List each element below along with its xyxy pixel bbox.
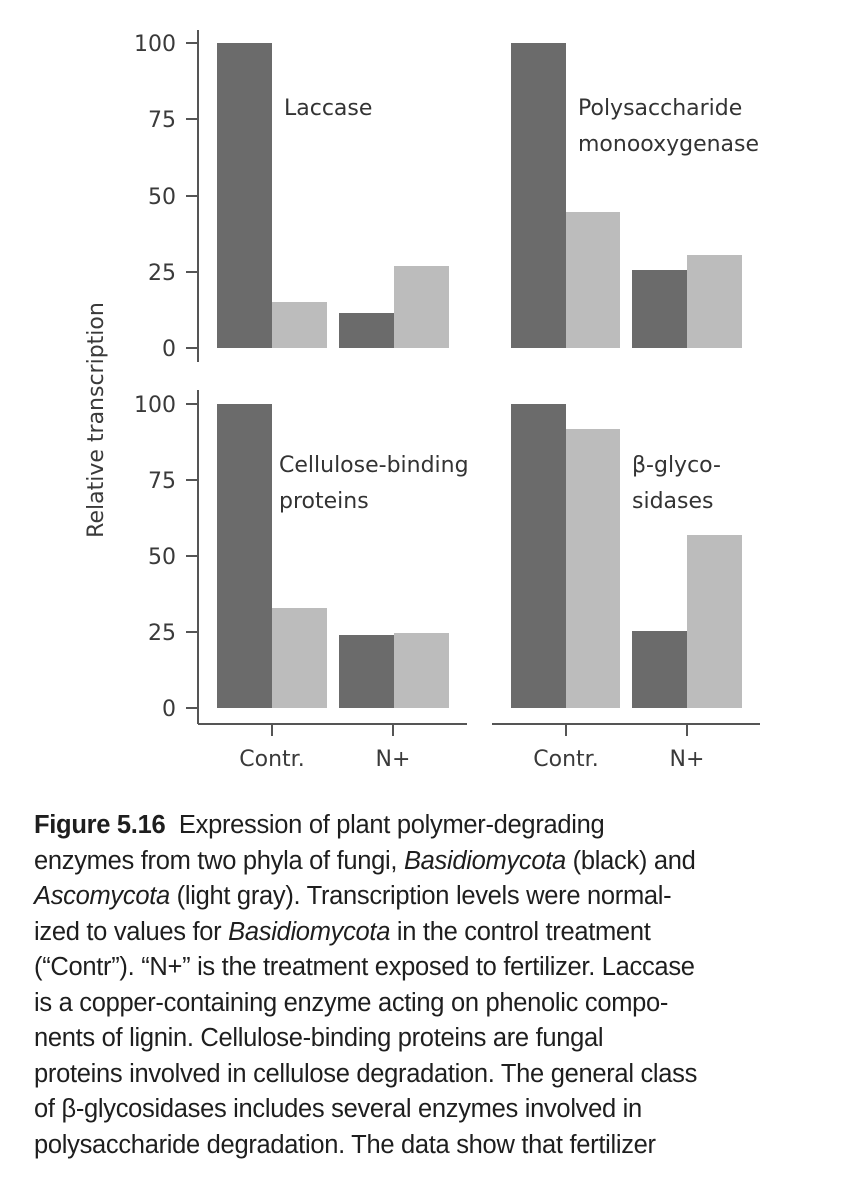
caption-text: ized to values for [34, 917, 229, 946]
caption-line-7: nents of lignin. Cellulose-binding proteins are fungal [34, 1024, 604, 1052]
top-ytick-50: 50 [148, 185, 176, 210]
bar-laccase-nplus-ascomycota [394, 266, 449, 348]
bar-laccase-nplus-basidiomycota [339, 313, 394, 348]
top-ytick-25: 25 [148, 261, 176, 286]
top-ytick-75: 75 [148, 108, 176, 133]
xtick-left-nplus: N+ [375, 747, 411, 772]
figure-caption [34, 808, 834, 1163]
bar-bglyc-nplus-ascomycota [687, 535, 742, 708]
caption-line-8: proteins involved in cellulose degradation. The general class [34, 1059, 698, 1088]
bottom-ytick-50: 50 [148, 545, 176, 570]
bottom-ytick-25: 25 [148, 621, 176, 646]
top-ytick-100: 100 [134, 32, 176, 57]
y-axis-title: Relative transcription [84, 302, 109, 538]
bar-bglyc-nplus-basidiomycota [632, 631, 687, 708]
caption-line-5: (“Contr”). “N+” is the treatment exposed to fertilizer. Laccase [34, 953, 695, 981]
panel-pmo [511, 43, 759, 348]
caption-line-6: is a copper-containing enzyme acting on phenolic compo- [34, 988, 669, 1017]
bar-bglyc-contr-ascomycota [566, 429, 620, 708]
caption-line-4 [34, 915, 834, 951]
caption-taxon: Ascomycota [34, 882, 170, 910]
xtick-right-contr: Contr. [533, 747, 599, 772]
caption-text: Expression of plant polymer-degrading [178, 811, 605, 839]
panel-label-pmo-line2: monooxygenase [578, 132, 760, 157]
bar-cbp-contr-basidiomycota [217, 404, 272, 708]
caption-line-10: polysaccharide degradation. The data show that fertilizer [34, 1130, 656, 1159]
bar-bglyc-contr-basidiomycota [511, 404, 566, 708]
caption-taxon: Basidiomycota [228, 917, 391, 946]
top-y-axis [186, 30, 198, 362]
panel-cellulose-binding [217, 404, 469, 708]
panel-label-bglyc-line2: sidases [632, 489, 714, 514]
caption-text: (light gray). Transcription levels were normal- [169, 882, 672, 910]
caption-text: (black) and [565, 846, 696, 875]
caption-line-9: of β-glycosidases includes several enzymes involved in [34, 1095, 642, 1123]
bar-laccase-contr-basidiomycota [217, 43, 272, 348]
bar-pmo-nplus-ascomycota [687, 255, 742, 348]
bar-pmo-contr-ascomycota [566, 212, 620, 348]
caption-line-1 [34, 808, 834, 844]
bar-pmo-nplus-basidiomycota [632, 270, 687, 348]
panel-label-bglyc-line1: β-glyco- [632, 453, 721, 478]
panel-label-pmo-line1: Polysaccharide [578, 96, 743, 121]
panel-label-laccase: Laccase [284, 96, 373, 121]
x-axis [198, 724, 760, 736]
bar-cbp-nplus-basidiomycota [339, 635, 394, 708]
caption-text: enzymes from two phyla of fungi, [34, 846, 404, 875]
bar-laccase-contr-ascomycota [272, 302, 327, 348]
bottom-y-axis [186, 390, 198, 724]
panel-beta-glycosidases [511, 404, 742, 708]
bar-cbp-nplus-ascomycota [394, 633, 449, 708]
bar-pmo-contr-basidiomycota [511, 43, 566, 348]
bottom-ytick-0: 0 [162, 697, 176, 722]
top-ytick-0: 0 [162, 337, 176, 362]
caption-line-2 [34, 844, 834, 880]
panel-label-cbp-line2: proteins [279, 489, 369, 514]
figure-number: Figure 5.16 [34, 811, 166, 839]
caption-text: in the control treatment [390, 917, 651, 946]
panel-laccase [217, 43, 449, 348]
caption-line-3 [34, 879, 834, 915]
panel-label-cbp-line1: Cellulose-binding [279, 453, 469, 478]
xtick-left-contr: Contr. [239, 747, 305, 772]
bottom-ytick-100: 100 [134, 393, 176, 418]
xtick-right-nplus: N+ [669, 747, 705, 772]
caption-taxon: Basidiomycota [403, 846, 566, 875]
bottom-ytick-75: 75 [148, 469, 176, 494]
bar-cbp-contr-ascomycota [272, 608, 327, 708]
